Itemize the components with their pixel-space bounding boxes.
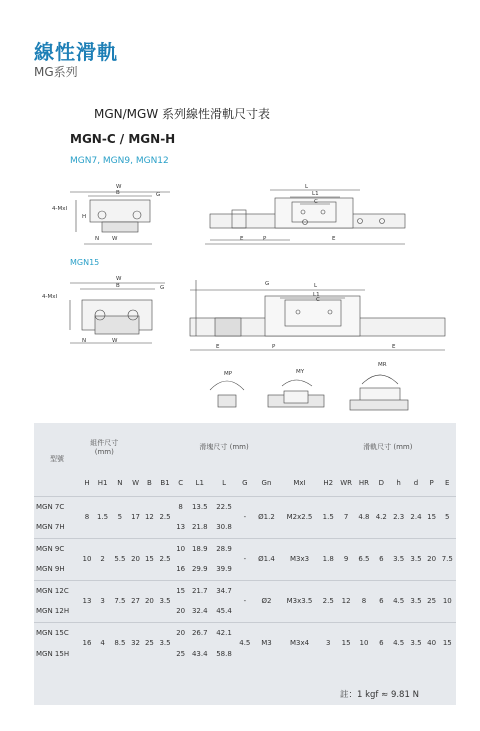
cell: 1.5 [94,496,111,538]
cell: 4.5 [390,622,407,664]
cell: 43.4 [191,649,208,658]
svg-text:E: E [392,344,396,350]
header-model: 型號 [50,455,64,464]
model-cell: MGN 7H [36,523,65,532]
drawing-label-mgn7: MGN7, MGN9, MGN12 [70,156,169,166]
cell: 21.7 [188,580,212,601]
cell: 6 [373,622,390,664]
svg-text:L: L [305,184,309,190]
svg-text:E: E [332,236,336,242]
col-N: N [117,478,123,487]
cell: 10 [355,622,372,664]
section-heading: MGN/MGW 系列線性滑軌尺寸表 [94,107,271,121]
page-subtitle: MG系列 [34,65,78,79]
cell: M2x2.5 [279,496,319,538]
cell: Ø1.2 [254,496,280,538]
cell: Ø1.4 [254,538,280,580]
cell: 6 [373,538,390,580]
unit-note: 註：1 kgf ≈ 9.81 N [340,690,419,700]
svg-text:4-MxI: 4-MxI [52,206,68,212]
spec-table [34,423,456,664]
svg-text:P: P [263,236,267,242]
cell: 3.5 [407,622,424,664]
cell: 13 [176,523,186,532]
svg-text:B: B [116,190,120,196]
cell: 15 [174,580,188,601]
svg-text:L: L [314,283,318,289]
cell: 2 [94,538,111,580]
svg-text:W: W [112,236,118,242]
cell: - [236,580,253,622]
svg-text:P: P [272,344,276,350]
cell: 15 [337,622,355,664]
cell: 15 [425,496,439,538]
svg-text:N: N [95,236,100,242]
svg-text:MP: MP [224,371,233,377]
cell: M3x3 [279,538,319,580]
cell: 13.5 [188,496,212,517]
cell: 17 [129,496,143,538]
cell: 3.5 [390,538,407,580]
cell: M3 [254,622,280,664]
cell: 8 [174,496,188,517]
cell: 10 [174,538,188,559]
cell: M3x4 [279,622,319,664]
cell: 34.7 [212,580,236,601]
cell: 8 [80,496,94,538]
cell: 1.8 [320,538,337,580]
col-Gn: Gn [261,478,272,487]
cell: 21.8 [191,523,208,532]
model-cell: MGN 9H [36,565,65,574]
cell: 4.5 [236,622,253,664]
col-G: G [242,478,248,487]
table-row [34,496,456,517]
model-line: MGN-C / MGN-H [70,132,176,146]
svg-text:C: C [316,297,320,303]
col-D: D [378,478,384,487]
svg-text:N: N [82,338,87,344]
cell: 13 [80,580,94,622]
cell: 27 [129,580,143,622]
cell: 6.5 [355,538,372,580]
svg-text:MY: MY [296,369,305,375]
svg-text:E: E [216,344,220,350]
column-headers [34,470,456,496]
header-assembly: 組件尺寸 (mm) [90,438,119,456]
cell: 8.5 [111,622,128,664]
cell: 10 [80,538,94,580]
cell: 25 [425,580,439,622]
col-E: E [445,478,450,487]
cell: 3 [94,580,111,622]
col-L1: L1 [195,478,204,487]
cell: 3.5 [407,538,424,580]
col-H2: H2 [323,478,334,487]
svg-text:B: B [116,283,120,289]
cell: 4.2 [373,496,390,538]
col-H1: H1 [97,478,108,487]
cell: 22.5 [212,496,236,517]
svg-text:4-MxI: 4-MxI [42,294,58,300]
svg-text:E: E [240,236,244,242]
cell: 12 [142,496,156,538]
model-cell: MGN 12H [36,607,70,616]
cell: 5 [439,496,456,538]
cell: 5 [111,496,128,538]
svg-text:G: G [156,192,161,198]
table-row [34,622,456,643]
cell: 25 [176,649,186,658]
svg-text:W: W [116,276,122,282]
cell: 7 [337,496,355,538]
cell: 40 [425,622,439,664]
svg-text:MR: MR [378,362,387,368]
cell: 4 [94,622,111,664]
cell: 3.5 [156,580,173,622]
cell: 2.5 [156,496,173,538]
cell: 7.5 [439,538,456,580]
cell: 20 [425,538,439,580]
cell: 2.4 [407,496,424,538]
drawing-label-mgn15: MGN15 [70,258,100,267]
col-WR: WR [340,478,352,487]
cell: 16 [80,622,94,664]
col-HR: HR [358,478,370,487]
cell: 9 [337,538,355,580]
col-H: H [84,478,90,487]
cell: 26.7 [188,622,212,643]
cell: 20 [176,607,186,616]
model-cell: MGN 9C [34,538,80,559]
cell: 15 [142,538,156,580]
cell: 32.4 [191,607,208,616]
svg-text:C: C [314,199,318,205]
cell: 3 [320,622,337,664]
cell: 15 [439,622,456,664]
col-B: B [147,478,152,487]
cell: 39.9 [216,565,232,574]
cell: M3x3.5 [279,580,319,622]
model-cell: MGN 12C [34,580,80,601]
cell: 2.5 [320,580,337,622]
col-B1: B1 [160,478,170,487]
page-title: 線性滑軌 [34,40,118,64]
cell: 29.9 [191,565,208,574]
svg-text:L1: L1 [312,191,319,197]
cell: 1.5 [320,496,337,538]
col-L: L [222,478,226,487]
cell: 4.5 [390,580,407,622]
model-cell: MGN 7C [34,496,80,517]
cell: 32 [129,622,143,664]
cell: 10 [439,580,456,622]
col-W: W [132,478,139,487]
svg-text:G: G [265,281,270,287]
table-row [34,538,456,559]
cell: 18.9 [188,538,212,559]
cell: - [236,538,253,580]
cell: 16 [176,565,186,574]
cell: 12 [337,580,355,622]
cell: 58.8 [216,649,232,658]
svg-text:H: H [82,214,87,220]
cell: 42.1 [212,622,236,643]
cell: 20 [129,538,143,580]
svg-text:W: W [112,338,118,344]
col-d: d [413,478,419,487]
cell: 45.4 [216,607,232,616]
cell: 4.8 [355,496,372,538]
col-P: P [429,478,434,487]
cell: - [236,496,253,538]
cell: 30.8 [216,523,232,532]
cell: 5.5 [111,538,128,580]
table-row [34,580,456,601]
cell: 20 [174,622,188,643]
header-rail: 滑軌尺寸 (mm) [363,442,413,451]
model-cell: MGN 15H [36,649,70,658]
col-MxI: MxI [293,478,306,487]
cell: 3.5 [407,580,424,622]
svg-text:W: W [116,184,122,190]
header-block: 滑塊尺寸 (mm) [199,442,249,451]
cell: 25 [142,622,156,664]
model-cell: MGN 15C [34,622,80,643]
cell: 28.9 [212,538,236,559]
cell: 20 [142,580,156,622]
cell: 6 [373,580,390,622]
cell: 2.3 [390,496,407,538]
svg-text:G: G [160,285,165,291]
cell: 7.5 [111,580,128,622]
col-C: C [178,478,184,487]
cell: 3.5 [156,622,173,664]
col-h: h [396,478,401,487]
cell: Ø2 [254,580,280,622]
svg-text:L1: L1 [313,292,320,298]
cell: 8 [355,580,372,622]
cell: 2.5 [156,538,173,580]
